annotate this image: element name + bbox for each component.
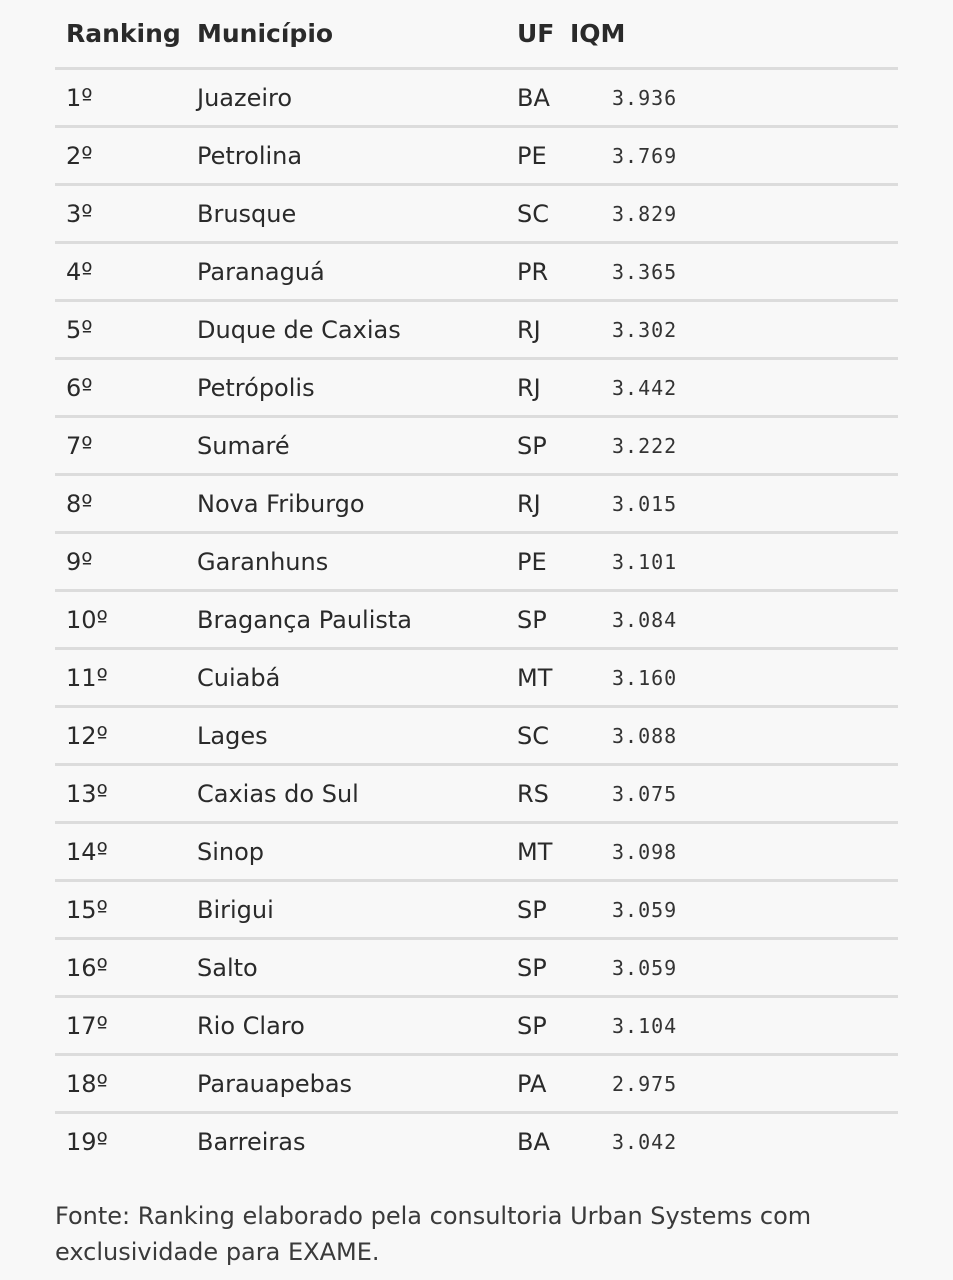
table-row bbox=[55, 127, 898, 185]
uf-cell: BA bbox=[517, 1127, 550, 1156]
iqm-cell: 3.059 bbox=[570, 881, 898, 939]
table-row bbox=[55, 69, 898, 127]
iqm-cell: 3.365 bbox=[570, 243, 898, 301]
uf-cell: RJ bbox=[506, 301, 570, 359]
rank-cell: 18º bbox=[55, 1055, 186, 1113]
table-row bbox=[55, 823, 898, 881]
uf-cell: MT bbox=[506, 823, 570, 881]
header-ranking: Ranking bbox=[55, 0, 186, 69]
municipio-cell: Petrolina bbox=[186, 127, 506, 185]
iqm-cell: 3.084 bbox=[570, 591, 898, 649]
rank-cell: 9º bbox=[55, 533, 186, 591]
header-row bbox=[55, 0, 898, 69]
rank-cell: 15º bbox=[55, 881, 186, 939]
municipio-cell: Garanhuns bbox=[186, 533, 506, 591]
iqm-cell: 3.098 bbox=[570, 823, 898, 881]
uf-cell: SP bbox=[506, 939, 570, 997]
uf-cell: SP bbox=[506, 591, 570, 649]
uf-cell: PE bbox=[506, 533, 570, 591]
table-row bbox=[55, 765, 898, 823]
iqm-cell: 3.442 bbox=[570, 359, 898, 417]
iqm-cell: 3.042 bbox=[612, 1129, 678, 1154]
rank-cell: 1º bbox=[55, 69, 186, 127]
header-iqm: IQM bbox=[570, 0, 898, 69]
rank-cell: 7º bbox=[55, 417, 186, 475]
rank-cell: 5º bbox=[55, 301, 186, 359]
iqm-cell: 3.059 bbox=[570, 939, 898, 997]
uf-cell: SC bbox=[506, 185, 570, 243]
municipio-cell: Duque de Caxias bbox=[186, 301, 506, 359]
table-row bbox=[55, 301, 898, 359]
table-row bbox=[55, 707, 898, 765]
iqm-cell: 3.104 bbox=[570, 997, 898, 1055]
municipio-cell: Barreiras bbox=[197, 1127, 306, 1156]
municipio-cell: Petrópolis bbox=[186, 359, 506, 417]
header-uf: UF bbox=[506, 0, 570, 69]
header-municipio: Município bbox=[186, 0, 506, 69]
iqm-cell: 3.075 bbox=[570, 765, 898, 823]
uf-cell: RJ bbox=[506, 359, 570, 417]
rank-cell: 8º bbox=[55, 475, 186, 533]
table-row bbox=[55, 1055, 898, 1113]
rank-cell: 2º bbox=[55, 127, 186, 185]
ranking-table-container bbox=[55, 0, 898, 1169]
iqm-cell: 3.936 bbox=[570, 69, 898, 127]
table-row bbox=[55, 475, 898, 533]
uf-cell: PE bbox=[506, 127, 570, 185]
uf-cell: PR bbox=[506, 243, 570, 301]
iqm-cell: 2.975 bbox=[570, 1055, 898, 1113]
uf-cell: SC bbox=[506, 707, 570, 765]
rank-cell: 17º bbox=[55, 997, 186, 1055]
iqm-cell: 3.222 bbox=[570, 417, 898, 475]
rank-cell: 3º bbox=[55, 185, 186, 243]
table-row bbox=[55, 997, 898, 1055]
municipio-cell: Sumaré bbox=[186, 417, 506, 475]
municipio-cell: Rio Claro bbox=[186, 997, 506, 1055]
rank-cell: 10º bbox=[55, 591, 186, 649]
rank-cell: 12º bbox=[55, 707, 186, 765]
iqm-cell: 3.769 bbox=[570, 127, 898, 185]
table-row bbox=[55, 591, 898, 649]
rank-cell: 16º bbox=[55, 939, 186, 997]
municipio-cell: Paranaguá bbox=[186, 243, 506, 301]
municipio-cell: Sinop bbox=[186, 823, 506, 881]
uf-cell: RJ bbox=[506, 475, 570, 533]
iqm-cell: 3.160 bbox=[570, 649, 898, 707]
uf-cell: MT bbox=[506, 649, 570, 707]
iqm-cell: 3.302 bbox=[570, 301, 898, 359]
iqm-cell: 3.015 bbox=[570, 475, 898, 533]
municipio-cell: Cuiabá bbox=[186, 649, 506, 707]
table-row bbox=[55, 417, 898, 475]
uf-cell: RS bbox=[506, 765, 570, 823]
iqm-cell: 3.101 bbox=[570, 533, 898, 591]
municipio-cell: Juazeiro bbox=[186, 69, 506, 127]
uf-cell: SP bbox=[506, 997, 570, 1055]
municipio-cell: Salto bbox=[186, 939, 506, 997]
ranking-table bbox=[55, 0, 898, 1169]
uf-cell: PA bbox=[506, 1055, 570, 1113]
table-row bbox=[55, 359, 898, 417]
table-row bbox=[55, 939, 898, 997]
iqm-cell: 3.829 bbox=[570, 185, 898, 243]
rank-cell: 13º bbox=[55, 765, 186, 823]
municipio-cell: Parauapebas bbox=[186, 1055, 506, 1113]
rank-cell: 14º bbox=[55, 823, 186, 881]
table-row bbox=[55, 243, 898, 301]
source-note: Fonte: Ranking elaborado pela consultoria Urban Systems com exclusividade para EXAME. bbox=[55, 1202, 812, 1266]
table-row bbox=[55, 1113, 898, 1170]
uf-cell: SP bbox=[506, 881, 570, 939]
table-row bbox=[55, 533, 898, 591]
rank-cell: 19º bbox=[66, 1127, 108, 1156]
uf-cell: BA bbox=[506, 69, 570, 127]
rank-cell: 4º bbox=[55, 243, 186, 301]
table-body bbox=[55, 69, 898, 1170]
uf-cell: SP bbox=[506, 417, 570, 475]
rank-cell: 6º bbox=[55, 359, 186, 417]
municipio-cell: Nova Friburgo bbox=[186, 475, 506, 533]
municipio-cell: Caxias do Sul bbox=[186, 765, 506, 823]
municipio-cell: Lages bbox=[186, 707, 506, 765]
rank-cell: 11º bbox=[55, 649, 186, 707]
municipio-cell: Bragança Paulista bbox=[186, 591, 506, 649]
table-header bbox=[55, 0, 898, 69]
table-row bbox=[55, 881, 898, 939]
table-row bbox=[55, 649, 898, 707]
municipio-cell: Birigui bbox=[186, 881, 506, 939]
iqm-cell: 3.088 bbox=[570, 707, 898, 765]
municipio-cell: Brusque bbox=[186, 185, 506, 243]
table-row bbox=[55, 185, 898, 243]
